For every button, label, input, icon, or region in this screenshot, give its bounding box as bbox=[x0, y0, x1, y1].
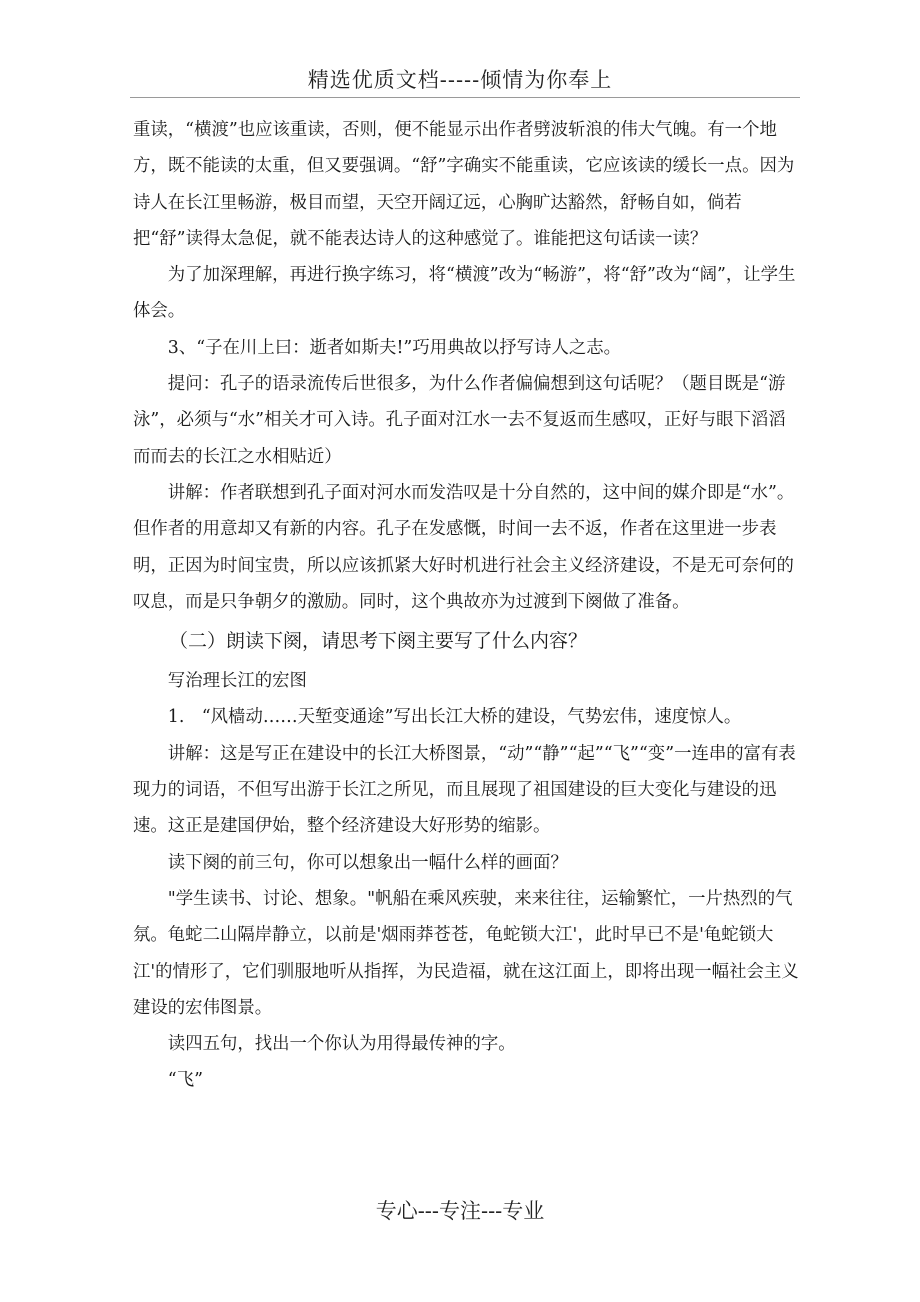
paragraph-question: 提问：孔子的语录流传后世很多，为什么作者偏偏想到这句话呢？（题目既是“游泳”，必须与“水”相关才可入诗。孔子面对江水一去不复返而生感叹，正好与眼下滔滔而而去的长江之水相贴近） bbox=[133, 374, 786, 467]
page-header: 精选优质文档-----倾情为你奉上 bbox=[307, 68, 613, 92]
page-footer: 专心---专注---专业 bbox=[375, 1199, 545, 1223]
header-divider bbox=[130, 97, 800, 98]
paragraph-student-discussion: "学生读书、讨论、想象。"帆船在乘风疾驶，来来往往，运输繁忙，一片热烈的气氛。龟蛇二山隔岸静立，以前是'烟雨莽苍苍，龟蛇锁大江'，此时早已不是'龟蛇锁大江'的情形了，它们驯服地听从指挥，为民造福，就在这江面上，即将出现一幅社会主义建设的宏伟图景。 bbox=[133, 888, 799, 1018]
paragraph-bridge-explanation: 讲解：这是写正在建设中的长江大桥图景，“动”“静”“起”“飞”“变”一连串的富有表现力的词语，不但写出游于长江之所见，而且展现了祖国建设的巨大变化与建设的迅速。这正是建国伊始，整个经济建设大好形势的缩影。 bbox=[133, 743, 796, 837]
paragraph-answer: “飞” bbox=[167, 1070, 203, 1091]
paragraph-find-word: 读四五句，找出一个你认为用得最传神的字。 bbox=[167, 1034, 516, 1055]
paragraph-topic: 写治理长江的宏图 bbox=[167, 671, 307, 692]
section-heading-part-2: （二）朗读下阕，请思考下阕主要写了什么内容？ bbox=[169, 630, 588, 653]
paragraph-imagine-question: 读下阕的前三句，你可以想象出一幅什么样的画面？ bbox=[167, 852, 568, 873]
paragraph-explanation: 讲解：作者联想到孔子面对河水而发浩叹是十分自然的，这中间的媒介即是“水”。但作者的用意却又有新的内容。孔子在发感慨，时间一去不返，作者在这里进一步表明，正因为时间宝贵，所以应该抓紧大好时机进行社会主义经济建设，不是无可奈何的叹息，而是只争朝夕的激励。同时，这个典故亦为过渡到下阕做了准备。 bbox=[133, 482, 795, 612]
document-body bbox=[133, 112, 799, 1099]
paragraph-point-3: 3、“子在川上曰：逝者如斯夫!”巧用典故以抒写诗人之志。 bbox=[167, 337, 622, 358]
paragraph-point-1: 1. “风樯动……天堑变通途”写出长江大桥的建设，气势宏伟，速度惊人。 bbox=[167, 707, 742, 728]
paragraph-continued-reading: 重读，“横渡”也应该重读，否则，便不能显示出作者劈波斩浪的伟大气魄。有一个地方，既不能读的太重，但又要强调。“舒”字确实不能重读，它应该读的缓长一点。因为诗人在长江里畅游，极目而望，天空开阔辽远，心胸旷达豁然，舒畅自如，倘若把“舒”读得太急促，就不能表达诗人的这种感觉了。谁能把这句话读一读？ bbox=[133, 120, 795, 249]
paragraph-word-substitution: 为了加深理解，再进行换字练习，将“横渡”改为“畅游”，将“舒”改为“阔”，让学生体会。 bbox=[133, 265, 796, 322]
